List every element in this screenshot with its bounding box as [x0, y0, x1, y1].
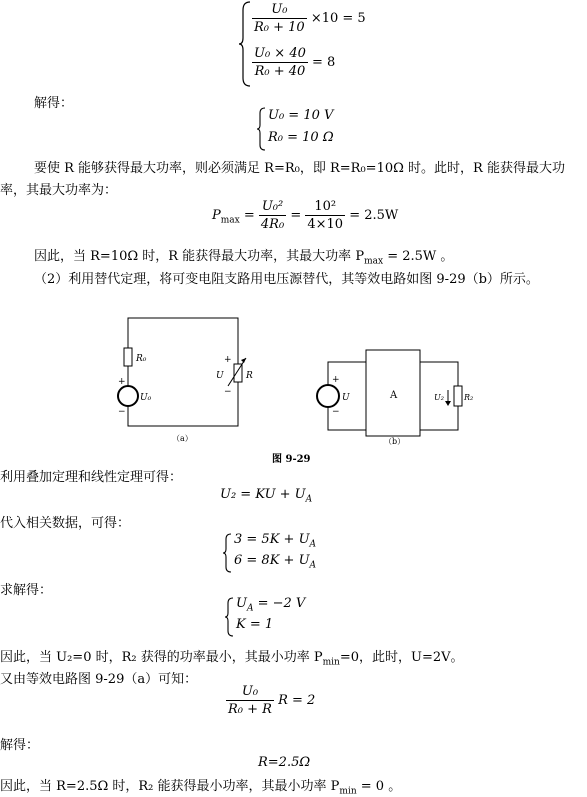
paragraph-10-end: = 0 。	[356, 779, 402, 794]
eq2-numerator: U₀ × 40	[254, 46, 306, 61]
pmax-subscript: max	[220, 215, 240, 226]
pmax-frac1-num: U₀²	[259, 199, 286, 216]
pmax-formula: $P_{max}$ = $\frac{\text{U₀²}}{\text{4R₀}}$ = $\frac{\text{10²}}{4\times 10}$ = 2.5W	[212, 199, 399, 232]
u-minus: −	[332, 407, 340, 417]
circuit-figure-a	[100, 310, 260, 446]
system2-eq2-sub: A	[309, 560, 317, 571]
u0-label: U₀	[140, 393, 152, 403]
ratio-formula	[226, 684, 315, 717]
paragraph-2-sub: max	[364, 256, 384, 267]
variable-arrowhead	[241, 358, 246, 363]
left-brace	[238, 0, 252, 88]
eq1-denominator: R₀ + 10	[254, 20, 305, 35]
solve-label-1: 解得：	[34, 96, 74, 111]
paragraph-10	[0, 775, 401, 797]
left-brace	[222, 532, 232, 574]
system3-eq1	[236, 596, 305, 614]
paragraph-10-sub: min	[339, 786, 357, 797]
system3-eq1-u: U	[236, 596, 247, 611]
system3-eq2: K = 1	[236, 617, 274, 632]
system2-eq1	[234, 532, 316, 550]
circuit-figure-b	[312, 348, 476, 446]
figure-b-caption: （b）	[384, 437, 406, 446]
network-box-label: A	[390, 390, 398, 401]
u2-arrowhead	[445, 401, 451, 406]
resistor-r0	[124, 348, 132, 366]
eq1-numerator: U₀	[252, 2, 307, 19]
ratio-numerator: U₀	[226, 684, 274, 701]
paragraph-1-line-2: 率，其最大功率为：	[0, 183, 118, 198]
paragraph-2-text: 因此，当 R=10Ω 时，R 能获得最大功率，其最大功率 P	[34, 249, 365, 264]
paragraph-7	[0, 646, 464, 668]
equation-u2	[220, 487, 312, 505]
voltage-source-u	[317, 385, 339, 407]
solution-system-1	[256, 106, 376, 152]
solution-r: R=2.5Ω	[258, 755, 311, 770]
paragraph-8: 又由等效电路图 9-29（a）可知：	[0, 672, 198, 687]
voltage-source-u0	[118, 386, 138, 406]
u0-minus: −	[118, 407, 126, 417]
equation-u2-text: U₂ = KU + U	[220, 487, 306, 502]
paragraph-2	[34, 245, 453, 267]
paragraph-4: 利用叠加定理和线性定理可得：	[0, 470, 183, 485]
u-plus: +	[332, 375, 340, 385]
paragraph-7-text: 因此，当 U₂=0 时，R₂ 获得的功率最小，其最小功率 P	[0, 650, 323, 665]
left-brace	[224, 596, 234, 638]
r0-label: R₀	[136, 354, 147, 364]
system2-eq1-text: 3 = 5K + U	[234, 532, 310, 547]
left-brace	[256, 106, 266, 152]
system3-eq1-sub: A	[246, 603, 254, 614]
paragraph-2-end: = 2.5W 。	[383, 249, 454, 264]
r-minus: −	[224, 387, 232, 397]
r-plus: +	[224, 355, 232, 365]
r-label: R	[246, 371, 253, 381]
paragraph-6: 求解得：	[0, 583, 53, 598]
system2-eq2-text: 6 = 8K + U	[234, 553, 310, 568]
figure-caption: 图 9-29	[272, 454, 311, 465]
u0-plus: +	[118, 377, 126, 387]
equation-2	[252, 46, 335, 79]
equation-system-3	[224, 596, 344, 638]
r2-label: R₂	[464, 393, 474, 402]
paragraph-1-line-1: 要使 R 能够获得最大功率，则必须满足 R=R₀，即 R=R₀=10Ω 时。此时，R 能获得最大功	[34, 161, 565, 176]
eq2-rhs: = 8	[312, 55, 336, 70]
system2-eq2	[234, 553, 316, 571]
equation-system-2	[222, 532, 342, 574]
pmax-symbol: P	[212, 208, 221, 223]
figure-a-caption: （a）	[172, 434, 193, 443]
system2-eq1-sub: A	[309, 539, 317, 550]
paragraph-3: （2）利用替代定理，将可变电阻支路用电压源替代，其等效电路如图 9-29（b）所示。	[34, 272, 539, 287]
pmax-frac2-num: 10²	[305, 199, 345, 216]
paragraph-7-sub: min	[322, 657, 340, 668]
paragraph-10-text: 因此，当 R=2.5Ω 时，R₂ 能获得最小功率，其最小功率 P	[0, 779, 340, 794]
equation-system-top	[238, 0, 398, 88]
paragraph-7-end: =0，此时，U=2V。	[339, 650, 464, 665]
pmax-frac2-den: 4×10	[307, 217, 344, 232]
paragraph-5: 代入相关数据，可得：	[0, 516, 131, 531]
eq2-denominator: R₀ + 40	[254, 64, 306, 79]
u2-label: U₂	[434, 393, 444, 402]
eq1-rhs: ×10 = 5	[310, 11, 366, 26]
u-label: U	[216, 371, 224, 381]
ratio-denominator: R₀ + R	[228, 702, 272, 717]
pmax-result: = 2.5W	[349, 208, 399, 223]
equation-u2-sub: A	[305, 494, 313, 505]
solution-u0: U₀ = 10 V	[268, 108, 334, 123]
paragraph-9: 解得：	[0, 738, 40, 753]
system3-eq1-rhs: = −2 V	[253, 596, 306, 611]
solution-r0: R₀ = 10 Ω	[268, 130, 334, 145]
u-source-label: U	[342, 393, 350, 403]
pmax-frac1-den: 4R₀	[260, 217, 285, 232]
ratio-rhs: R = 2	[278, 693, 316, 708]
equation-1	[252, 2, 366, 35]
resistor-r2	[454, 386, 462, 406]
